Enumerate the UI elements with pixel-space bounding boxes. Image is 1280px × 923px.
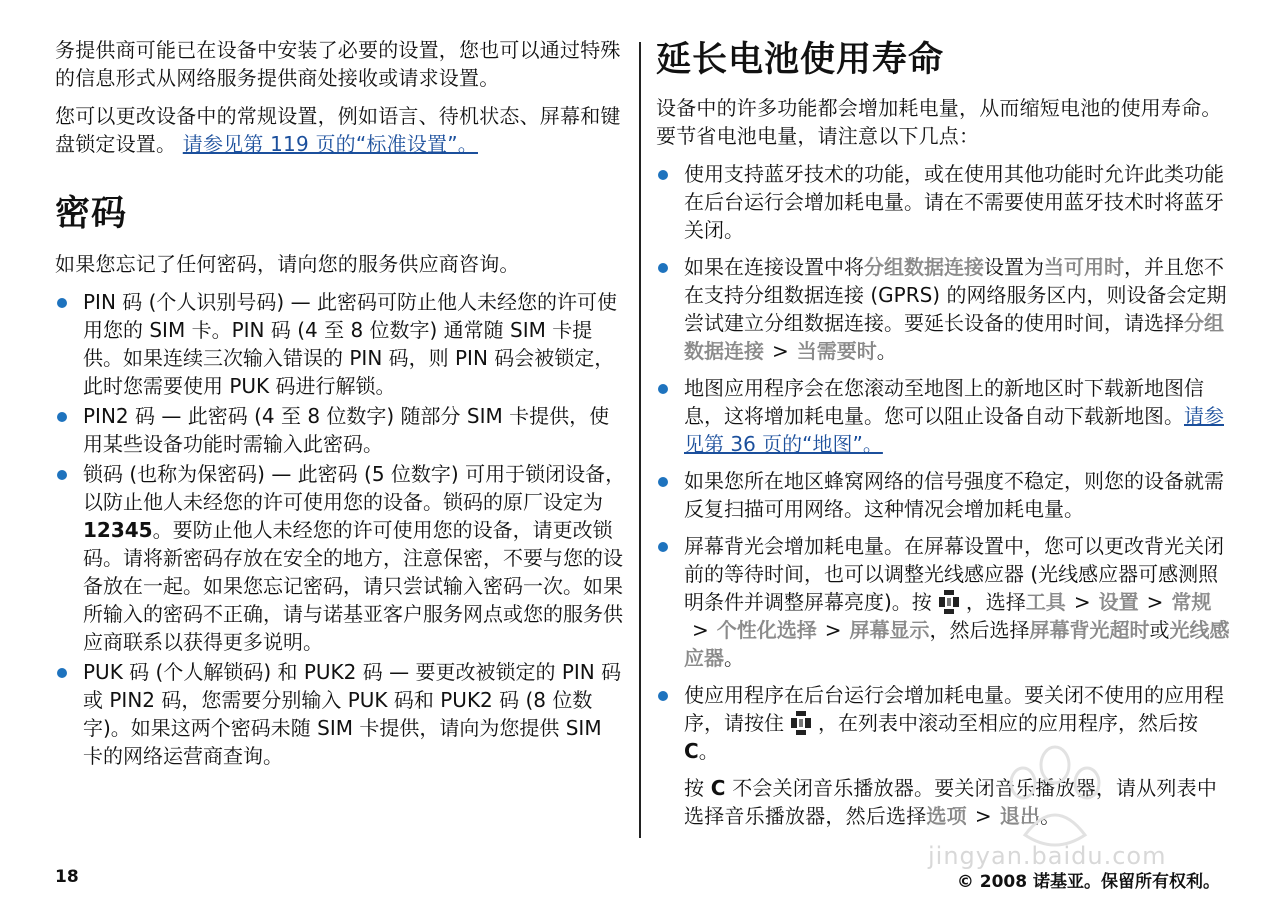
menu-exit: 退出 (999, 804, 1041, 828)
list-item-lock-code (55, 460, 627, 656)
path-separator: > (772, 339, 789, 363)
password-list (55, 288, 627, 770)
bullet-icon (658, 542, 668, 552)
bullet-icon (658, 477, 668, 487)
password-heading: 密码 (55, 194, 128, 234)
right-column (656, 36, 1231, 830)
menu-options: 选项 (926, 804, 967, 828)
puk-text: PUK 码 (个人解锁码) 和 PUK2 码 — 要更改被锁定的 PIN 码或 PIN2 码，您需要分别输入 PUK 码和 PUK2 码 (8 位数字)。如果这两个密码未随 SIM 卡提供，请向为您提供 SIM 卡的网络运营商查询。 (83, 660, 622, 768)
key-c: C (684, 739, 699, 763)
menu-backlight-timeout: 屏幕背光超时 (1029, 618, 1150, 642)
packet-text-2: 设置为 (984, 255, 1044, 279)
note-text-1: 按 (684, 776, 711, 800)
bullet-icon (658, 384, 668, 394)
apps-text-3: 。 (698, 739, 719, 763)
list-item-maps (656, 374, 1231, 458)
menu-when-needed: 当需要时 (796, 339, 877, 363)
lock-code-text: 锁码 (也称为保密码) — 此密码 (5 位数字) 可用于锁闭设备，以防止他人未经您的许可使用您的设备。锁码的原厂设定为 (83, 462, 626, 514)
menu-key-icon (790, 710, 812, 736)
settings-paragraph-1: 务提供商可能已在设备中安装了必要的设置，您也可以通过特殊的信息形式从网络服务提供商处接收或请求设置。 (55, 38, 621, 90)
menu-settings: 设置 (1098, 590, 1139, 614)
list-item-background-apps (656, 681, 1231, 765)
list-item-network (656, 467, 1231, 523)
lock-code-default: 12345 (83, 518, 153, 542)
packet-text-1: 如果在连接设置中将 (684, 255, 864, 279)
note-text-3: 。 (1040, 804, 1061, 828)
path-separator: > (824, 618, 842, 642)
menu-when-available: 当可用时 (1044, 255, 1124, 279)
settings-paragraph-2-text: 您可以更改设备中的常规设置，例如语言、待机状态、屏幕和键盘锁定设置。 (55, 104, 621, 156)
watermark-text: jingyan.baidu.com (928, 842, 1167, 870)
list-item-bluetooth (656, 160, 1231, 244)
bullet-icon (658, 263, 668, 273)
maps-text: 地图应用程序会在您滚动至地图上的新地区时下载新地图信息，这将增加耗电量。您可以阻止设备自动下载新地图。 (684, 376, 1204, 428)
battery-heading: 延长电池使用寿命 (656, 40, 945, 80)
password-intro: 如果您忘记了任何密码，请向您的服务供应商咨询。 (55, 252, 520, 276)
bullet-icon (658, 691, 668, 701)
network-text: 如果您所在地区蜂窝网络的信号强度不稳定，则您的设备就需反复扫描可用网络。这种情况会增加耗电量。 (684, 469, 1224, 521)
maps-link[interactable]: 请参见第 36 页的“地图”。 (684, 404, 1224, 456)
backlight-text-5: 。 (724, 646, 744, 670)
bullet-icon (57, 412, 67, 422)
backlight-text-3: ，然后选择 (929, 618, 1030, 642)
menu-display: 屏幕显示 (849, 618, 930, 642)
backlight-text-4: 或 (1149, 618, 1170, 642)
path-separator: > (1073, 590, 1091, 614)
pin-text: PIN 码 (个人识别号码) — 此密码可防止他人未经您的许可使用您的 SIM 卡。PIN 码 (4 至 8 位数字) 通常随 SIM 卡提供。如果连续三次输入错误的 PIN 码，则 PIN 码会被锁定，此时您需要使用 PUK 码进行解锁。 (83, 290, 617, 398)
path-separator: > (1146, 590, 1164, 614)
list-item-puk (55, 658, 627, 770)
bullet-icon (57, 668, 67, 678)
note-text-2: 不会关闭音乐播放器。要关闭音乐播放器，请从列表中选择音乐播放器，然后选择 (684, 776, 1218, 828)
packet-text-4: 。 (876, 339, 897, 363)
menu-personalisation: 个性化选择 (716, 618, 817, 642)
bluetooth-text: 使用支持蓝牙技术的功能，或在使用其他功能时允许此类功能在后台运行会增加耗电量。请在不需要使用蓝牙技术时将蓝牙关闭。 (684, 162, 1224, 242)
bullet-icon (57, 298, 67, 308)
list-item-pin2 (55, 402, 627, 458)
menu-packet-data-connection-2: 分组数据连接 (684, 311, 1224, 363)
menu-packet-data-connection: 分组数据连接 (864, 255, 984, 279)
backlight-text-2: ，选择 (965, 590, 1026, 614)
list-item-packet-data (656, 253, 1231, 365)
path-separator: > (974, 804, 992, 828)
packet-text-3: ，并且您不在支持分组数据连接 (GPRS) 的网络服务区内，则设备会定期尝试建立分组数据连接。要延长设备的使用时间，请选择 (684, 255, 1227, 335)
menu-tools: 工具 (1025, 590, 1066, 614)
bullet-icon (57, 470, 67, 480)
column-divider (639, 42, 641, 838)
menu-general: 常规 (1171, 590, 1212, 614)
list-item-pin (55, 288, 627, 400)
battery-list (656, 160, 1231, 765)
path-separator: > (692, 618, 709, 642)
pin2-text: PIN2 码 — 此密码 (4 至 8 位数字) 随部分 SIM 卡提供，使用某些设备功能时需输入此密码。 (83, 404, 610, 456)
menu-key-icon (938, 589, 960, 615)
settings-paragraph-2 (55, 102, 627, 158)
standard-settings-link[interactable]: 请参见第 119 页的“标准设置”。 (182, 132, 478, 156)
bullet-icon (658, 170, 668, 180)
left-column (55, 36, 627, 772)
backlight-text-1: 屏幕背光会增加耗电量。在屏幕设置中，您可以更改背光关闭前的等待时间，也可以调整光线感应器 (光线感应器可感测照明条件并调整屏幕亮度)。按 (684, 534, 1224, 614)
lock-code-text-2: 。要防止他人未经您的许可使用您的设备，请更改锁码。请将新密码存放在安全的地方，注意保密，不要与您的设备放在一起。如果您忘记密码，请只尝试输入密码一次。如果所输入的密码不正确，请与诺基亚客户服务网点或您的服务供应商联系以获得更多说明。 (83, 518, 623, 654)
battery-intro: 设备中的许多功能都会增加耗电量，从而缩短电池的使用寿命。要节省电池电量，请注意以下几点： (656, 96, 1222, 148)
copyright-notice: © 2008 诺基亚。保留所有权利。 (956, 872, 1220, 892)
apps-text-1: 使应用程序在后台运行会增加耗电量。要关闭不使用的应用程序，请按住 (684, 683, 1224, 735)
page-number: 18 (55, 867, 79, 887)
music-player-note (656, 774, 1231, 830)
key-c: C (710, 776, 726, 800)
apps-text-2: ，在列表中滚动至相应的应用程序，然后按 (818, 711, 1198, 735)
menu-light-sensor: 光线感应器 (684, 618, 1230, 670)
list-item-backlight (656, 532, 1231, 672)
